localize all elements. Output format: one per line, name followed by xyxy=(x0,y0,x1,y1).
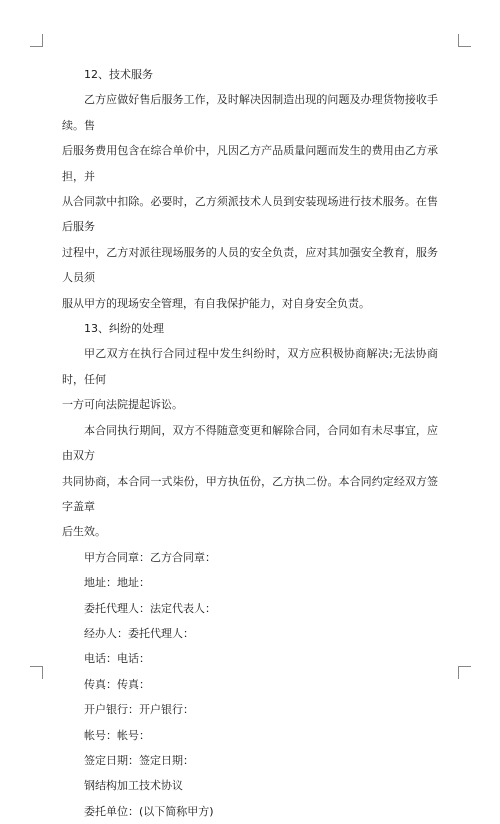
next-document-title: 钢结构加工技术协议 xyxy=(84,779,183,793)
signature-field-date: 签定日期：签定日期： xyxy=(84,753,194,767)
text-line: 后服务费用包含在综合单价中，凡因乙方产品质量问题而发生的费用由乙方承担，并 xyxy=(62,144,438,183)
section-12-title: 12、技术服务 xyxy=(84,68,153,81)
signature-field-account: 帐号：帐号： xyxy=(84,728,150,742)
text-line: 共同协商，本合同一式柒份，甲方执伍份，乙方执二份。本合同约定经双方签字盖章 xyxy=(62,474,438,513)
section-13-paragraph-2 xyxy=(62,418,438,545)
crop-mark-bottom-right xyxy=(458,666,471,679)
section-12-paragraph xyxy=(62,87,438,316)
signature-field-address: 地址：地址： xyxy=(84,576,150,590)
text-line: 甲乙双方在执行合同过程中发生纠纷时，双方应积极协商解决;无法协商时，任何 xyxy=(62,347,438,386)
document-body xyxy=(62,62,438,824)
section-13-title: 13、纠纷的处理 xyxy=(84,322,164,336)
signature-field-fax: 传真：传真： xyxy=(84,677,150,691)
text-line: 过程中，乙方对派往现场服务的人员的安全负责，应对其加强安全教育，服务人员须 xyxy=(62,245,438,285)
text-line: 一方可向法院提起诉讼。 xyxy=(62,398,183,412)
signature-field-phone: 电话：电话： xyxy=(84,652,150,666)
signature-field-bank: 开户银行：开户银行： xyxy=(84,703,194,717)
text-line: 服从甲方的现场安全管理，有自我保护能力，对自身安全负责。 xyxy=(62,296,370,310)
client-unit-field: 委托单位：(以下简称甲方) xyxy=(84,804,214,818)
text-line: 后生效。 xyxy=(62,525,106,539)
text-line: 本合同执行期间，双方不得随意变更和解除合同，合同如有未尽事宜，应由双方 xyxy=(62,423,438,463)
crop-mark-bottom-left xyxy=(30,666,43,679)
signature-field-handler: 经办人：委托代理人： xyxy=(84,626,194,640)
text-line: 从合同款中扣除。必要时，乙方须派技术人员到安装现场进行技术服务。在售后服务 xyxy=(62,195,438,234)
signature-field-seal: 甲方合同章：乙方合同章： xyxy=(84,550,216,564)
signature-field-agent: 委托代理人：法定代表人： xyxy=(84,601,216,615)
crop-mark-top-left xyxy=(30,34,43,47)
crop-mark-top-right xyxy=(458,34,471,47)
section-13-paragraph-1 xyxy=(62,341,438,417)
text-line: 乙方应做好售后服务工作，及时解决因制造出现的问题及办理货物接收手续。售 xyxy=(62,93,438,132)
